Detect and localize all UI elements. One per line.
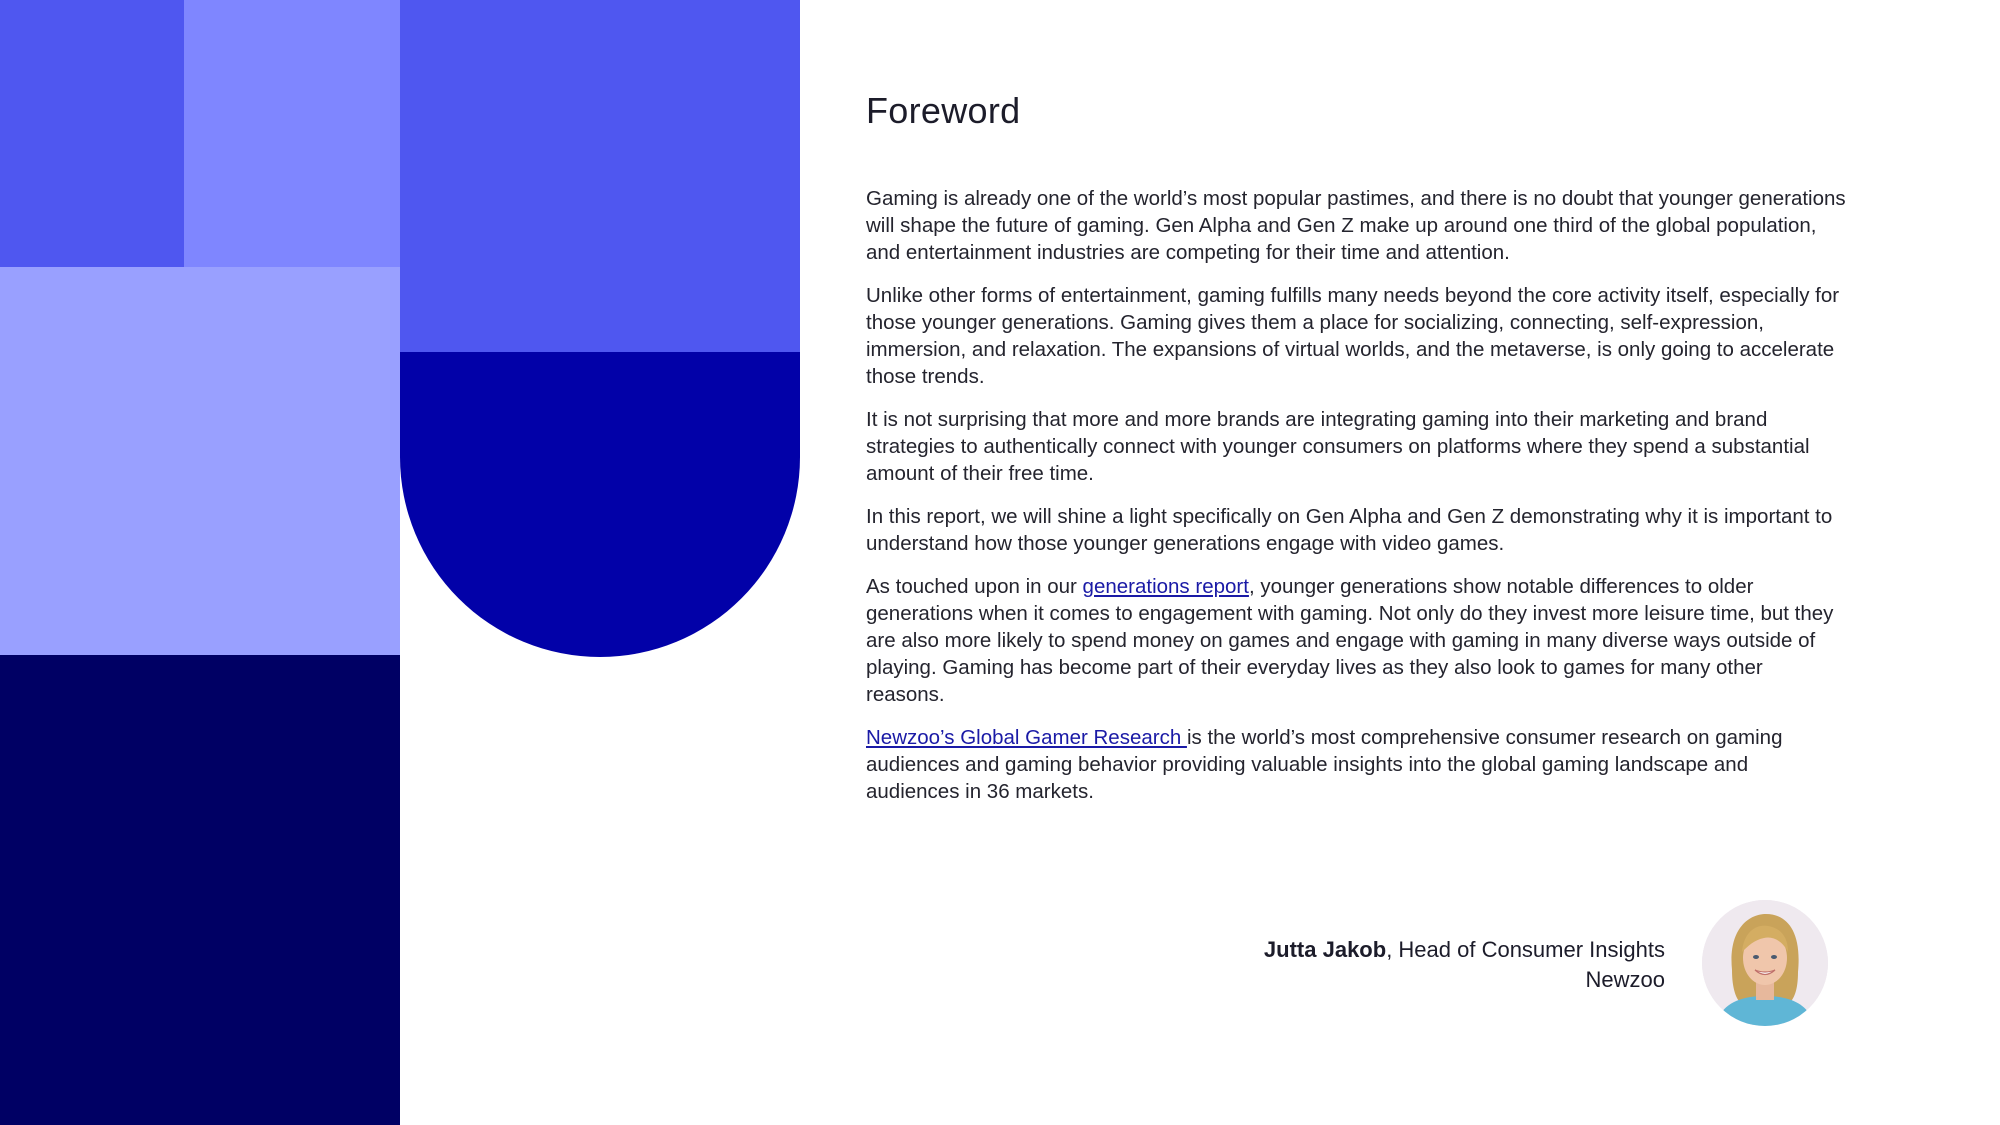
paragraph-2: Unlike other forms of entertainment, gaming fulfills many needs beyond the core activity itself, especially for those younger generations. Gaming gives them a place for socializing, connecting, self-expression, immersion, and relaxation. The expansions of virtual worlds, and the metaverse, is only going to accelerate those trends. bbox=[866, 284, 1840, 388]
foreword-body bbox=[866, 185, 1846, 805]
paragraph-1: Gaming is already one of the world’s most popular pastimes, and there is no doubt that younger generations will shape the future of gaming. Gen Alpha and Gen Z make up around one third of the global population, and entertainment industries are competing for their time and attention. bbox=[866, 187, 1846, 264]
global-gamer-research-link[interactable]: Newzoo’s Global Gamer Research bbox=[866, 726, 1187, 749]
decor-block-light-blue bbox=[184, 0, 400, 267]
paragraph-6-rest: is the world’s most comprehensive consumer research on gaming audiences and gaming behavior providing valuable insights into the global gaming landscape and audiences in 36 markets. bbox=[866, 726, 1783, 803]
avatar bbox=[1702, 900, 1828, 1026]
decor-block-navy bbox=[0, 655, 400, 1125]
signature-role: , Head of Consumer Insights bbox=[1386, 937, 1665, 962]
signature-name: Jutta Jakob bbox=[1263, 937, 1387, 962]
signature-line bbox=[1264, 935, 1665, 965]
signature-company: Newzoo bbox=[1585, 967, 1665, 992]
paragraph-5-lead: As touched upon in our bbox=[866, 575, 1083, 598]
paragraph-4: In this report, we will shine a light specifically on Gen Alpha and Gen Z demonstrating why it is important to understand how those younger generations engage with video games. bbox=[866, 505, 1833, 555]
generations-report-link[interactable]: generations report bbox=[1082, 575, 1249, 598]
portrait-icon bbox=[1702, 900, 1828, 1026]
page-title: Foreword bbox=[866, 90, 1021, 131]
paragraph-5-rest: , younger generations show notable differences to older generations when it comes to engagement with gaming. Not only do they invest more leisure time, but they are also more likely to spend money on games and engage with gaming in many diverse ways outside of playing. Gaming has become part of their everyday lives as they also look to games for many other reasons. bbox=[866, 575, 1834, 706]
signature bbox=[1264, 935, 1665, 995]
paragraph-5 bbox=[866, 573, 1846, 708]
decor-block-blue bbox=[0, 0, 184, 267]
decor-block-pale-blue bbox=[0, 267, 400, 655]
decor-semicircle-deep-blue bbox=[400, 352, 800, 657]
paragraph-6 bbox=[866, 724, 1846, 805]
decor-block-blue-right bbox=[400, 0, 800, 352]
foreword-content bbox=[866, 90, 1846, 821]
paragraph-3: It is not surprising that more and more brands are integrating gaming into their marketing and brand strategies to authentically connect with younger consumers on platforms where they spend a substantial amount of their free time. bbox=[866, 408, 1810, 485]
